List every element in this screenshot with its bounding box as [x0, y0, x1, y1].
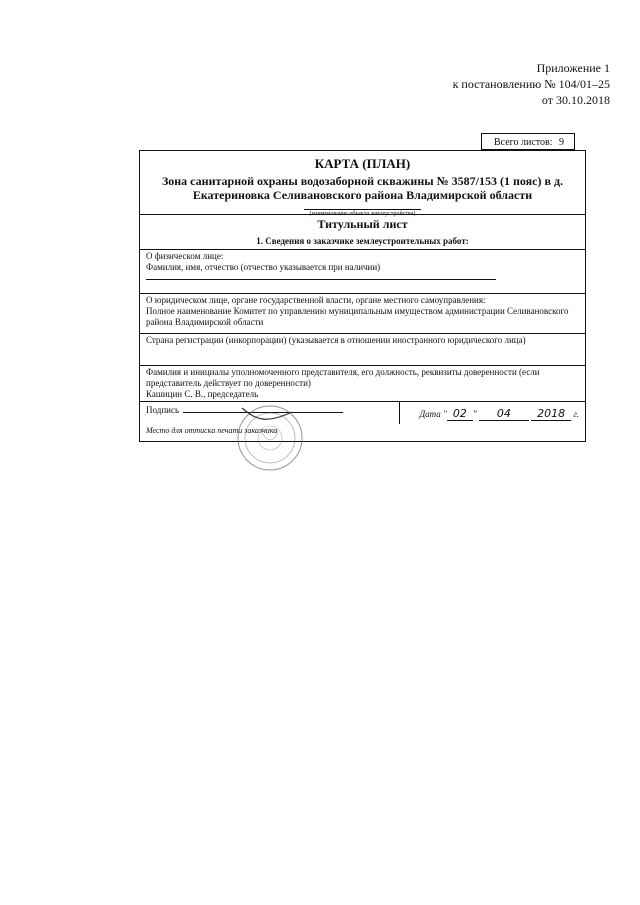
- signature-label: Подпись: [146, 405, 180, 415]
- legal-full-name: Полное наименование Комитет по управлению муниципальным имуществом администрации Селивановского района Владимирской области: [146, 306, 569, 327]
- date-suffix: г.: [573, 409, 579, 419]
- title-page-heading: Титульный лист: [317, 217, 408, 231]
- date-month: 04: [479, 407, 529, 421]
- object-caption: (наименование объекта землеустройства): [304, 209, 422, 218]
- legal-heading: О юридическом лице, органе государственной власти, органе местного самоуправления:: [146, 295, 486, 305]
- seal-stamp-icon: [236, 404, 304, 472]
- decree-date: от 30.10.2018: [541, 93, 610, 107]
- individual-heading: О физическом лице:: [146, 251, 224, 261]
- document-frame: [139, 150, 586, 442]
- date-cell: Дата " 02 " 04 2018 г.: [419, 407, 579, 420]
- fio-label: Фамилия, имя, отчество (отчество указывается при наличии): [146, 262, 381, 272]
- zone-name: Зона санитарной охраны водозаборной скважины № 3587/153 (1 пояс) в д. Екатериновка Селивановского района Владимирской области: [161, 174, 564, 202]
- country-block: [140, 333, 585, 365]
- decree-number: к постановлению № 104/01–25: [452, 77, 610, 91]
- country-label: Страна регистрации (инкорпорации) (указывается в отношении иностранного юридического лица): [146, 335, 526, 345]
- sheets-count: 9: [559, 137, 565, 148]
- section-customer-heading: 1. Сведения о заказчике землеустроительных работ:: [256, 236, 469, 246]
- date-day: 02: [447, 407, 473, 421]
- date-label: Дата: [419, 409, 441, 419]
- stamp-place-label: Место для оттиска печати заказчика: [146, 426, 278, 435]
- sheets-count-box: [481, 133, 575, 150]
- sheets-label: Всего листов:: [494, 137, 553, 148]
- representative-value: Кашицин С. В., председатель: [146, 389, 259, 399]
- representative-label: Фамилия и инициалы уполномоченного представителя, его должность, реквизиты доверенности (если представитель действует по доверенности): [146, 367, 540, 388]
- signature-date-row: [140, 401, 585, 424]
- appendix-block: [453, 60, 610, 108]
- appendix-line: Приложение 1: [536, 61, 610, 75]
- map-title: КАРТА (ПЛАН): [314, 156, 411, 171]
- representative-block: [140, 365, 585, 401]
- fio-blank-line: [146, 273, 496, 280]
- legal-entity-block: [140, 293, 585, 333]
- date-year: 2018: [531, 407, 571, 421]
- individual-block: [140, 249, 585, 293]
- map-header: [140, 156, 585, 215]
